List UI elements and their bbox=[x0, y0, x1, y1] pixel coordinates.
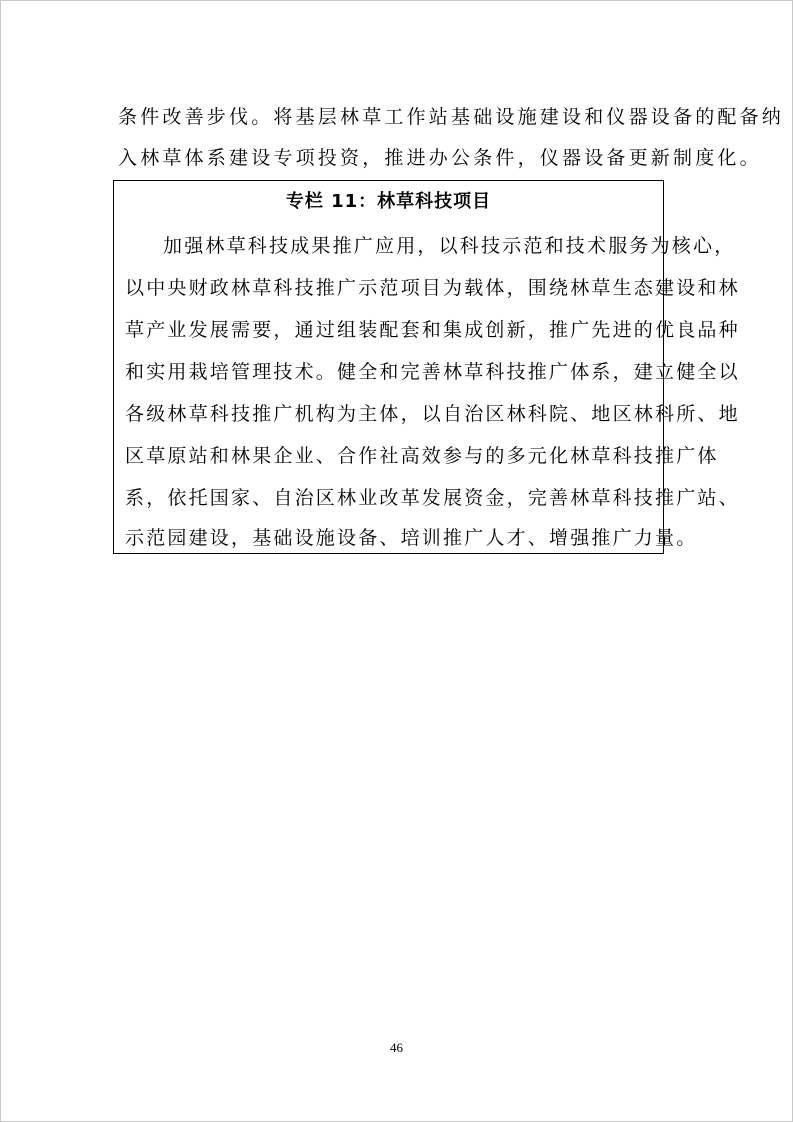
column-text-line: 草产业发展需要，通过组装配套和集成创新，推广先进的优良品种 bbox=[125, 319, 740, 341]
column-text-line: 示范园建设，基础设施设备、培训推广人才、增强推广力量。 bbox=[125, 527, 698, 549]
column-text-line: 加强林草科技成果推广应用，以科技示范和技术服务为核心， bbox=[163, 235, 736, 257]
column-text-line: 各级林草科技推广机构为主体，以自治区林科院、地区林科所、地 bbox=[125, 403, 740, 425]
column-text-line: 区草原站和林果企业、合作社高效参与的多元化林草科技推广体 bbox=[125, 445, 719, 467]
column-text-line: 和实用栽培管理技术。健全和完善林草科技推广体系，建立健全以 bbox=[125, 361, 740, 383]
column-title: 专栏 11：林草科技项目 bbox=[285, 191, 492, 212]
page-number: 46 bbox=[390, 1040, 403, 1055]
column-text-line: 以中央财政林草科技推广示范项目为载体，围绕林草生态建设和林 bbox=[125, 277, 740, 299]
column-box bbox=[113, 180, 740, 554]
body-text-line: 条件改善步伐。将基层林草工作站基础设施建设和仪器设备的配备纳 bbox=[118, 106, 785, 128]
column-text-line: 系，依托国家、自治区林业改革发展资金，完善林草科技推广站、 bbox=[125, 487, 740, 509]
body-text-line: 入林草体系建设专项投资，推进办公条件，仪器设备更新制度化。 bbox=[118, 147, 762, 169]
